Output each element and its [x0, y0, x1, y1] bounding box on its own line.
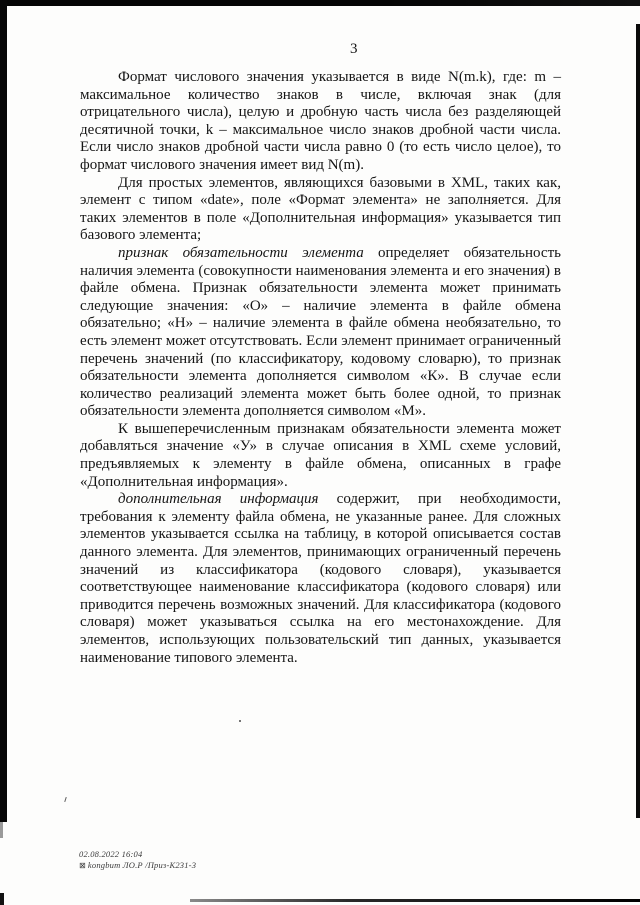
paragraph-simple-elements	[80, 175, 561, 245]
scan-edge-bottom	[190, 899, 640, 902]
stamp-icon: ⊠	[79, 860, 86, 870]
footer-stamp	[79, 849, 196, 871]
paragraph-lead-italic: дополнительная информация	[118, 491, 319, 508]
paragraph-u-value	[80, 421, 561, 491]
scan-edge-top	[0, 0, 640, 6]
paragraph-text: К вышеперечисленным признакам обязательности элемента может добавляться значение «У» в случае описания в XML схеме условий, предъявляемых к элементу в файле обмена, описанных в графе «Дополнительная информация».	[80, 420, 561, 490]
scan-edge-right	[636, 24, 640, 818]
stamp-line	[79, 860, 196, 872]
stamp-text: kongbum ЛО.Р /Приз-К231-3	[87, 859, 197, 870]
paragraph-obligation-attribute	[80, 245, 561, 421]
page-number: 3	[350, 41, 358, 57]
paragraph-text: содержит, при необходимости, требования к элементу файла обмена, не указанные ранее. Для сложных элементов указывается ссылка на таблицу, в которой описывается состав данного элемента. Для элементов, принимающих ограниченный перечень значений из классификатора (кодового словаря), указывается соответствующее наименование классификатора (кодового словаря) или приводится перечень возможных значений. Для классификатора (кодового словаря) может указываться ссылка на его местонахождение. Для элементов, использующих пользовательский тип данных, указывается наименование типового элемента.	[80, 491, 561, 666]
paragraph-number-format	[80, 69, 561, 175]
stamp-timestamp: 02.08.2022 16:04	[79, 849, 143, 859]
scan-edge-left-tick	[0, 893, 4, 905]
paragraph-text: определяет обязательность наличия элемента (совокупности наименования элемента и его значения) в файле обмена. Признак обязательности элемента может принимать следующие значения: «О» – наличие элемента в файле обмена обязательно; «Н» – наличие элемента в файле обмена необязательно, то есть элемент может отсутствовать. Если элемент принимает ограниченный перечень значений (по классификатору, кодовому словарю), то признак обязательности элемента дополняется символом «К». В случае если количество реализаций элемента может быть более одной, то признак обязательности элемента дополняется символом «М».	[80, 244, 561, 420]
scan-noise-speck	[64, 797, 66, 802]
scan-noise-speck	[239, 720, 241, 722]
scan-edge-left	[0, 0, 7, 822]
scan-edge-left-fade	[0, 822, 3, 838]
paragraph-text: Формат числового значения указывается в виде N(m.k), где: m – максимальное количество знаков в числе, включая знак (для отрицательного числа), целую и дробную часть числа без разделяющей десятичной точки, k – максимальное число знаков дробной части числа. Если число знаков дробной части числа равно 0 (то есть число целое), то формат числового значения имеет вид N(m).	[80, 69, 561, 173]
document-body	[80, 69, 561, 667]
paragraph-text: Для простых элементов, являющихся базовыми в XML, таких как, элемент с типом «date», поле «Формат элемента» не заполняется. Для таких элементов в поле «Дополнительная информация» указывается тип базового элемента;	[80, 174, 561, 244]
paragraph-additional-info	[80, 491, 561, 667]
paragraph-lead-italic: признак обязательности элемента	[118, 244, 364, 261]
